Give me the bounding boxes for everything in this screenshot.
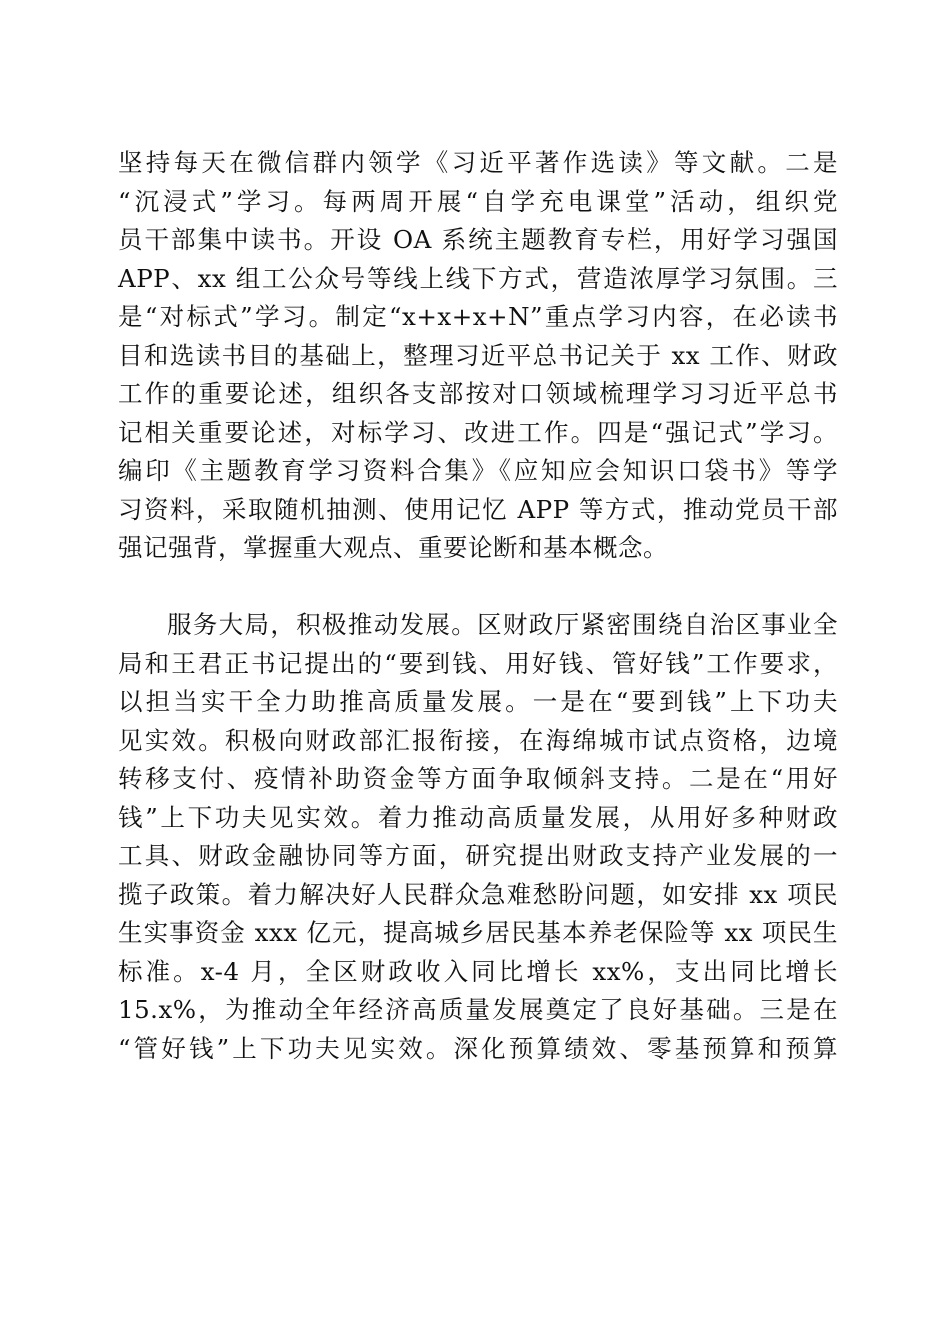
- text-line: 工作的重要论述，组织各支部按对口领域梳理学习习近平总书: [118, 379, 838, 408]
- text-line: 编印《主题教育学习资料合集》《应知应会知识口袋书》等学: [118, 456, 838, 485]
- text-line: 15.x%，为推动全年经济高质量发展奠定了良好基础。三是在: [118, 995, 838, 1024]
- paragraph-2: [118, 606, 838, 1068]
- text-line: 强记强背，掌握重大观点、重要论断和基本概念。: [118, 533, 668, 562]
- text-line: “管好钱”上下功夫见实效。深化预算绩效、零基预算和预算: [118, 1033, 838, 1063]
- text-line: 见实效。积极向财政部汇报衔接，在海绵城市试点资格，边境: [118, 725, 838, 755]
- text-line: “沉浸式”学习。每两周开展“自学充电课堂”活动，组织党: [118, 186, 838, 216]
- text-line: 工具、财政金融协同等方面，研究提出财政支持产业发展的一: [118, 841, 838, 870]
- text-line: 目和选读书目的基础上，整理习近平总书记关于 xx 工作、财政: [118, 340, 838, 370]
- text-line: APP、xx 组工公众号等线上线下方式，营造浓厚学习氛围。三: [118, 263, 838, 293]
- text-line: 转移支付、疫情补助资金等方面争取倾斜支持。二是在“用好: [118, 764, 838, 793]
- text-line: 钱”上下功夫见实效。着力推动高质量发展，从用好多种财政: [118, 802, 838, 832]
- text-line: 习资料，采取随机抽测、使用记忆 APP 等方式，推动党员干部: [118, 494, 838, 524]
- text-line: 员干部集中读书。开设 OA 系统主题教育专栏，用好学习强国: [118, 225, 838, 254]
- text-line: 标准。x-4 月，全区财政收入同比增长 xx%，支出同比增长: [118, 956, 838, 986]
- text-line: 揽子政策。着力解决好人民群众急难愁盼问题，如安排 xx 项民: [118, 879, 838, 909]
- text-line: 以担当实干全力助推高质量发展。一是在“要到钱”上下功夫: [118, 687, 838, 716]
- text-line: 局和王君正书记提出的“要到钱、用好钱、管好钱”工作要求，: [118, 648, 838, 678]
- text-line: 坚持每天在微信群内领学《习近平著作选读》等文献。二是: [118, 148, 838, 177]
- text-line: 是“对标式”学习。制定“x+x+x+N”重点学习内容，在必读书: [118, 302, 838, 331]
- paragraph-1: [118, 144, 838, 568]
- text-line: 生实事资金 xxx 亿元，提高城乡居民基本养老保险等 xx 项民生: [118, 918, 838, 947]
- text-line: 记相关重要论述，对标学习、改进工作。四是“强记式”学习。: [118, 417, 838, 447]
- text-line: 服务大局，积极推动发展。区财政厅紧密围绕自治区事业全: [167, 610, 838, 639]
